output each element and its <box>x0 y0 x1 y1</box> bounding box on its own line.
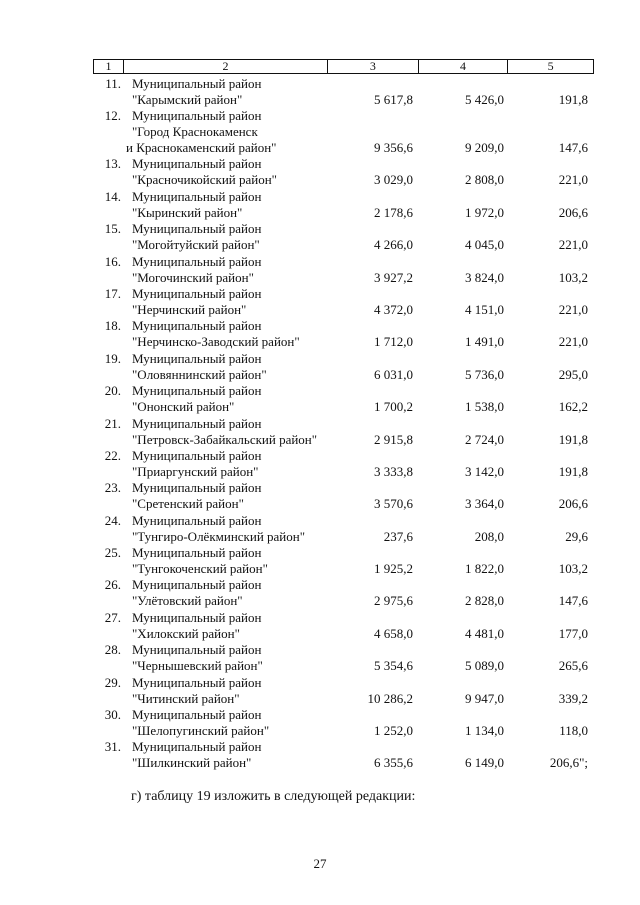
row-number: 31. <box>104 739 121 755</box>
value-column-4: 3 364,0 <box>465 496 504 512</box>
value-column-5: 177,0 <box>558 625 588 641</box>
row-number: 17. <box>104 285 121 301</box>
district-type: Муниципальный район <box>132 674 262 690</box>
value-column-4: 4 481,0 <box>465 625 504 641</box>
value-column-3: 1 925,2 <box>374 561 413 577</box>
row-number: 11. <box>105 76 121 91</box>
value-column-4: 9 209,0 <box>465 140 504 156</box>
value-column-4: 3 142,0 <box>465 463 504 479</box>
row-number: 29. <box>104 674 121 690</box>
table-row <box>93 416 594 448</box>
value-column-4: 1 822,0 <box>465 561 504 577</box>
row-number: 12. <box>104 108 121 124</box>
table-row <box>93 383 594 415</box>
district-name: "Улётовский район" <box>132 593 243 609</box>
district-type: Муниципальный район <box>132 383 262 399</box>
district-name: "Читинский район" <box>132 690 240 706</box>
district-type: Муниципальный район <box>132 447 262 463</box>
row-number: 22. <box>104 447 121 463</box>
row-number: 21. <box>104 415 121 431</box>
value-column-3: 1 700,2 <box>374 399 413 415</box>
value-column-4: 2 724,0 <box>465 431 504 447</box>
district-name: "Могочинский район" <box>132 269 254 285</box>
value-column-3: 1 712,0 <box>374 334 413 350</box>
district-name: "Нерчинский район" <box>132 301 247 317</box>
value-column-4: 6 149,0 <box>465 755 504 771</box>
column-header-3: 3 <box>328 60 419 73</box>
value-column-3: 3 570,6 <box>374 496 413 512</box>
value-column-5: 29,6 <box>565 528 588 544</box>
row-number: 19. <box>104 350 121 366</box>
value-column-3: 4 266,0 <box>374 237 413 253</box>
value-column-4: 4 151,0 <box>465 301 504 317</box>
table-row <box>93 577 594 609</box>
district-type: Муниципальный район <box>132 707 262 723</box>
value-column-5: 103,2 <box>558 269 588 285</box>
district-type: Муниципальный район <box>132 480 262 496</box>
table-row <box>93 610 594 642</box>
value-column-4: 1 134,0 <box>465 723 504 739</box>
row-number: 24. <box>104 512 121 528</box>
table-row <box>93 254 594 286</box>
value-column-5: 265,6 <box>558 658 588 674</box>
amendment-note: г) таблицу 19 изложить в следующей редакции: <box>131 789 416 804</box>
value-column-3: 2 915,8 <box>374 431 413 447</box>
value-column-4: 9 947,0 <box>465 690 504 706</box>
table-row <box>93 707 594 739</box>
district-type: Муниципальный район <box>132 156 262 172</box>
row-number: 28. <box>104 642 121 658</box>
value-column-3: 1 252,0 <box>374 723 413 739</box>
table-row <box>93 156 594 188</box>
row-number: 16. <box>104 253 121 269</box>
value-column-3: 3 029,0 <box>374 172 413 188</box>
value-column-5: 206,6 <box>558 204 588 220</box>
row-number: 13. <box>104 156 121 172</box>
district-name: "Тунгокоченский район" <box>132 561 268 577</box>
value-column-4: 4 045,0 <box>465 237 504 253</box>
district-name: "Кыринский район" <box>132 204 243 220</box>
value-column-5: 118,0 <box>559 723 588 739</box>
table-row <box>93 642 594 674</box>
row-number: 15. <box>104 221 121 237</box>
value-column-4: 3 824,0 <box>465 269 504 285</box>
district-name: "Карымский район" <box>132 92 243 107</box>
value-column-5: 221,0 <box>558 172 588 188</box>
row-number: 27. <box>104 609 121 625</box>
table-row <box>93 189 594 221</box>
value-column-5: 147,6 <box>558 140 588 156</box>
district-name: "Приаргунский район" <box>132 463 259 479</box>
value-column-3: 6 355,6 <box>374 755 413 771</box>
value-column-3: 3 333,8 <box>374 463 413 479</box>
table-row <box>93 513 594 545</box>
district-name: "Город Краснокаменск <box>132 124 258 140</box>
value-column-4: 5 426,0 <box>465 92 504 107</box>
value-column-4: 1 491,0 <box>465 334 504 350</box>
value-column-4: 5 089,0 <box>465 658 504 674</box>
value-column-3: 6 031,0 <box>374 366 413 382</box>
table-row <box>93 351 594 383</box>
table-body <box>93 76 594 772</box>
value-column-4: 5 736,0 <box>465 366 504 382</box>
value-column-5: 191,8 <box>558 92 588 107</box>
table-header-row <box>93 59 594 74</box>
table-row <box>93 739 594 771</box>
value-column-5: 103,2 <box>558 561 588 577</box>
value-column-4: 2 828,0 <box>465 593 504 609</box>
column-header-5: 5 <box>547 59 554 73</box>
table-row <box>93 318 594 350</box>
table-row <box>93 76 594 108</box>
value-column-4: 208,0 <box>474 528 504 544</box>
value-column-3: 10 286,2 <box>367 690 413 706</box>
district-name: "Нерчинско-Заводский район" <box>132 334 300 350</box>
value-column-5: 221,0 <box>558 334 588 350</box>
value-column-5: 147,6 <box>558 593 588 609</box>
district-type: Муниципальный район <box>132 545 262 561</box>
district-type: Муниципальный район <box>132 108 262 124</box>
table-row <box>93 448 594 480</box>
value-column-5: 221,0 <box>558 237 588 253</box>
district-name-continued: и Краснокаменский район" <box>126 140 277 156</box>
district-type: Муниципальный район <box>132 642 262 658</box>
page-number: 27 <box>313 856 327 871</box>
value-column-5: 206,6 <box>558 496 588 512</box>
district-type: Муниципальный район <box>132 609 262 625</box>
district-name: "Тунгиро-Олёкминский район" <box>132 528 306 544</box>
district-name: "Оловяннинский район" <box>132 366 267 382</box>
district-type: Муниципальный район <box>132 76 262 91</box>
district-type: Муниципальный район <box>132 512 262 528</box>
table-row <box>93 675 594 707</box>
district-name: "Хилокский район" <box>132 625 240 641</box>
district-type: Муниципальный район <box>132 285 262 301</box>
column-header-2: 2 <box>124 60 328 73</box>
district-name: "Шилкинский район" <box>132 755 252 771</box>
value-column-3: 5 617,8 <box>374 92 413 107</box>
row-number: 14. <box>104 188 121 204</box>
value-column-5: 162,2 <box>558 399 588 415</box>
district-name: "Красночикойский район" <box>132 172 277 188</box>
district-name: "Петровск-Забайкальский район" <box>132 431 318 447</box>
column-header-1: 1 <box>94 60 124 73</box>
table-row <box>93 286 594 318</box>
row-number: 30. <box>104 707 121 723</box>
value-column-4: 1 972,0 <box>465 204 504 220</box>
value-column-3: 4 372,0 <box>374 301 413 317</box>
value-column-3: 237,6 <box>383 528 413 544</box>
district-type: Муниципальный район <box>132 253 262 269</box>
district-type: Муниципальный район <box>132 350 262 366</box>
district-name: "Чернышевский район" <box>132 658 263 674</box>
table-row <box>93 545 594 577</box>
district-type: Муниципальный район <box>132 221 262 237</box>
value-column-5: 295,0 <box>558 366 588 382</box>
value-column-3: 9 356,6 <box>374 140 413 156</box>
value-column-5: 206,6"; <box>549 755 588 771</box>
table-row <box>93 108 594 156</box>
district-type: Муниципальный район <box>132 318 262 334</box>
column-header-4: 4 <box>419 60 509 73</box>
table-row <box>93 480 594 512</box>
value-column-5: 191,8 <box>558 431 588 447</box>
row-number: 25. <box>104 545 121 561</box>
value-column-3: 2 178,6 <box>374 204 413 220</box>
value-column-4: 2 808,0 <box>465 172 504 188</box>
table-row <box>93 221 594 253</box>
value-column-5: 191,8 <box>558 463 588 479</box>
value-column-4: 1 538,0 <box>465 399 504 415</box>
district-type: Муниципальный район <box>132 415 262 431</box>
district-name: "Сретенский район" <box>132 496 244 512</box>
district-name: "Шелопугинский район" <box>132 723 270 739</box>
value-column-3: 2 975,6 <box>374 593 413 609</box>
value-column-3: 4 658,0 <box>374 625 413 641</box>
district-name: "Могойтуйский район" <box>132 237 260 253</box>
district-type: Муниципальный район <box>132 188 262 204</box>
row-number: 18. <box>104 318 121 334</box>
district-name: "Ононский район" <box>132 399 235 415</box>
district-type: Муниципальный район <box>132 577 262 593</box>
row-number: 26. <box>104 577 121 593</box>
value-column-5: 339,2 <box>558 690 588 706</box>
row-number: 20. <box>104 383 121 399</box>
district-type: Муниципальный район <box>132 739 262 755</box>
value-column-3: 3 927,2 <box>374 269 413 285</box>
value-column-5: 221,0 <box>558 301 588 317</box>
row-number: 23. <box>104 480 121 496</box>
value-column-3: 5 354,6 <box>374 658 413 674</box>
